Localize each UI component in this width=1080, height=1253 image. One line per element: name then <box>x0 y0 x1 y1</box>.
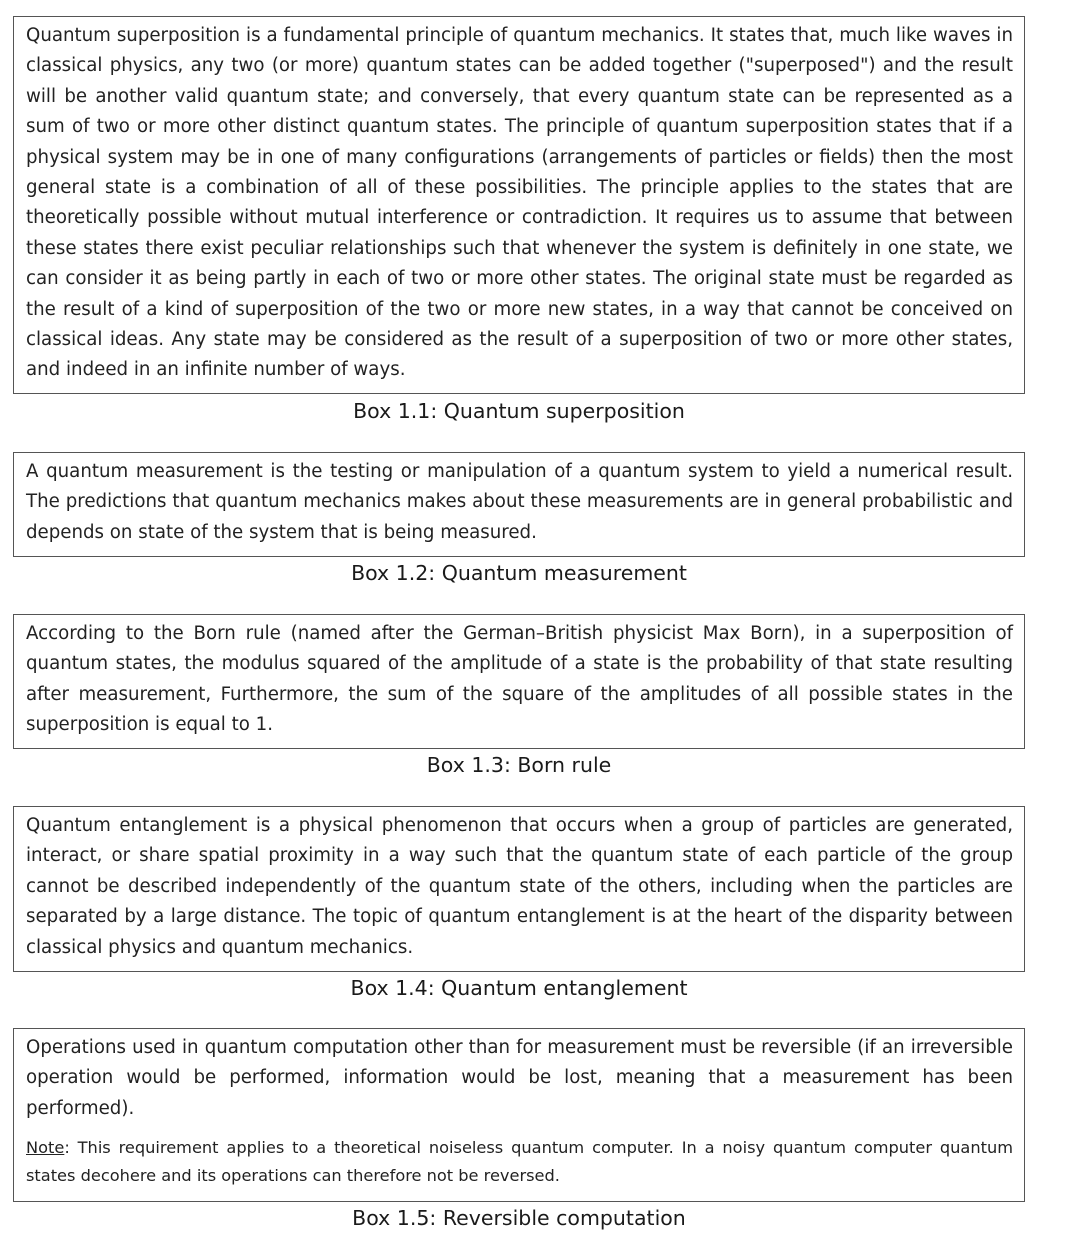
caption-box-1-1: Box 1.1: Quantum superposition <box>353 399 685 423</box>
box-quantum-measurement <box>13 452 1025 557</box>
caption-box-1-3: Box 1.3: Born rule <box>426 753 612 777</box>
box-text: Operations used in quantum computation other than for measurement must be reversible (if an irreversible operation would be performed, information would be lost, meaning that a measurement has been performed). <box>26 1037 1013 1119</box>
caption-box-1-2: Box 1.2: Quantum measurement <box>351 561 687 585</box>
note-label: Note <box>26 1138 65 1158</box>
box-born-rule <box>13 614 1025 749</box>
box-reversible-computation <box>13 1028 1025 1202</box>
box-quantum-entanglement <box>13 806 1025 972</box>
box-note <box>26 1134 1013 1189</box>
box-text: According to the Born rule (named after the German–British physicist Max Born), in a superposition of quantum states, the modulus squared of the amplitude of a state is the probability of that state resulting after measurement, Furthermore, the sum of the square of the amplitudes of all possible states in the superposition is equal to 1. <box>26 623 1013 736</box>
caption-box-1-5: Box 1.5: Reversible computation <box>352 1206 686 1230</box>
box-text: Quantum entanglement is a physical phenomenon that occurs when a group of particles are generated, interact, or share spatial proximity in a way such that the quantum state of each particle of the group cannot be described independently of the quantum state of the others, including when the particles are separated by a large distance. The topic of quantum entanglement is at the heart of the disparity between classical physics and quantum mechanics. <box>26 815 1013 958</box>
note-text: : This requirement applies to a theoretical noiseless quantum computer. In a noisy quantum computer quantum states decohere and its operations can therefore not be reversed. <box>26 1138 1013 1185</box>
caption-box-1-4: Box 1.4: Quantum entanglement <box>350 976 688 1000</box>
box-text: Quantum superposition is a fundamental principle of quantum mechanics. It states that, much like waves in classical physics, any two (or more) quantum states can be added together ("superposed") and the result will be another valid quantum state; and conversely, that every quantum state can be represented as a sum of two or more other distinct quantum states. The principle of quantum superposition states that if a physical system may be in one of many configurations (arrangements of particles or fields) then the most general state is a combination of all of these possibilities. The principle applies to the states that are theoretically possible without mutual interference or contradiction. It requires us to assume that between these states there exist peculiar relationships such that whenever the system is definitely in one state, we can consider it as being partly in each of two or more other states. The original state must be regarded as the result of a kind of superposition of the two or more new states, in a way that cannot be conceived on classical ideas. Any state may be considered as the result of a superposition of two or more other states, and indeed in an infinite number of ways. <box>26 25 1013 381</box>
box-text: A quantum measurement is the testing or manipulation of a quantum system to yield a numerical result. The predictions that quantum mechanics makes about these measurements are in general probabilistic and depends on state of the system that is being measured. <box>26 461 1013 543</box>
box-quantum-superposition <box>13 16 1025 394</box>
